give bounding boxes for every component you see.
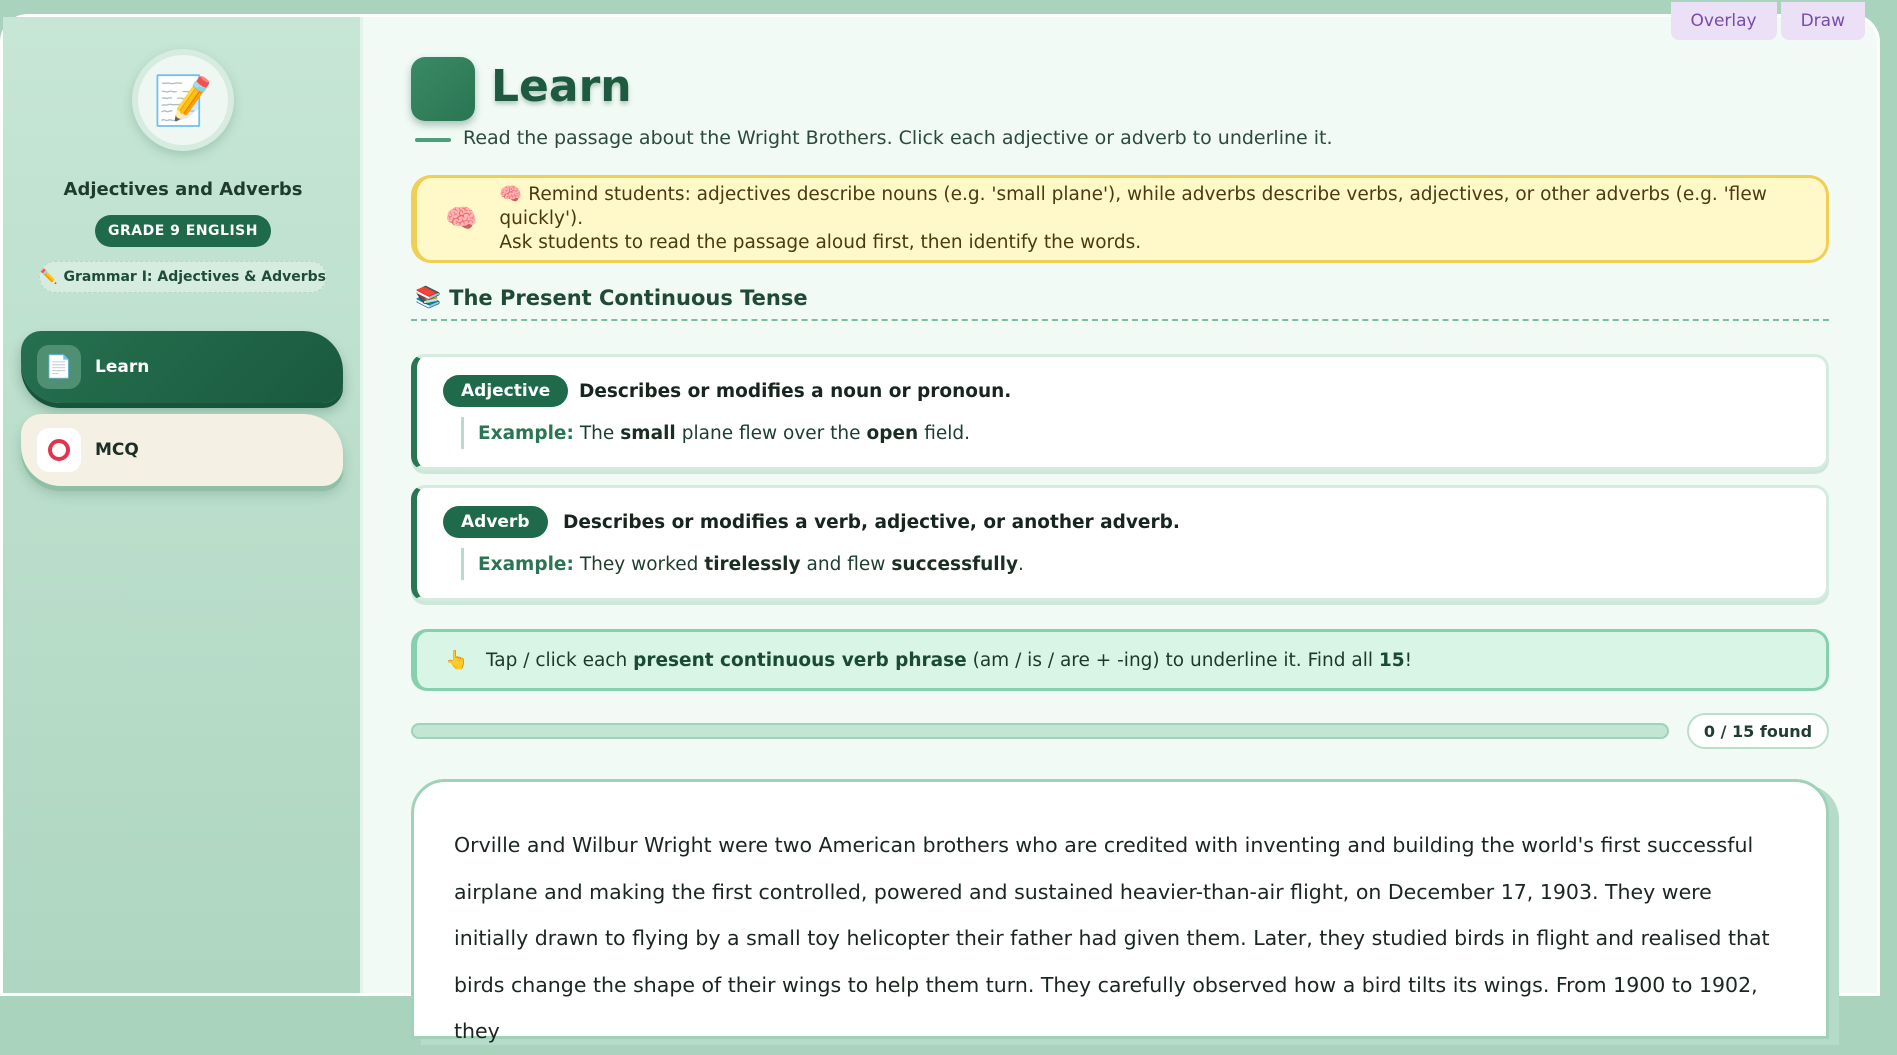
page-title: Learn <box>491 61 632 112</box>
example-label: Example: <box>478 553 574 575</box>
adjective-tag: Adjective <box>443 375 568 407</box>
instruction-text: Tap / click each present continuous verb phrase (am / is / are + -ing) to underline it. Find all 15! <box>486 649 1413 671</box>
adverb-example <box>461 548 1024 580</box>
example-keyword: tirelessly <box>704 553 801 575</box>
overlay-button[interactable]: Overlay <box>1671 2 1777 40</box>
example-text: . <box>1018 553 1024 575</box>
section-title <box>415 285 808 310</box>
example-text: The <box>579 422 615 444</box>
example-text: and flew <box>806 553 886 575</box>
example-text: field. <box>924 422 970 444</box>
sidebar-item-mcq[interactable] <box>21 414 343 486</box>
teacher-note-line-2: Ask students to read the passage aloud first, then identify the words. <box>499 232 1142 253</box>
teacher-note-text <box>499 183 1826 255</box>
example-keyword: open <box>866 422 919 444</box>
sidebar-item-label: Learn <box>95 357 150 377</box>
subtitle-accent <box>415 138 451 142</box>
adverb-definition: Describes or modifies a verb, adjective, or another adverb. <box>563 512 1180 533</box>
topic-label: Grammar I: Adjectives & Adverbs <box>63 269 326 285</box>
main-content <box>363 17 1877 1043</box>
instruction-card <box>411 629 1829 691</box>
example-keyword: successfully <box>891 553 1019 575</box>
adjective-card <box>411 354 1829 470</box>
books-icon: 📚 <box>415 285 442 309</box>
course-title: Adjectives and Adverbs <box>63 179 303 200</box>
grade-badge: GRADE 9 ENGLISH <box>95 215 271 247</box>
passage-text[interactable]: Orville and Wilbur Wright were two American brothers who are credited with inventing and building the world's first successful airplane and making the first controlled, powered and sustained heavier-than-air flight, on December 17, 1903. They were initially drawn to flying by a small toy helicopter their father had given them. Later, they studied birds in flight and realised that birds change the shape of their wings to help them turn. They carefully observed how a bird tilts its wings. From 1900 to 1902, they <box>454 833 1770 1043</box>
learn-square-icon <box>411 57 475 121</box>
draw-button[interactable]: Draw <box>1781 2 1865 40</box>
app-frame <box>0 14 1880 1043</box>
example-label: Example: <box>478 422 574 444</box>
section-title-text: The Present Continuous Tense <box>449 285 808 310</box>
teacher-note-line-1: 🧠 Remind students: adjectives describe nouns (e.g. 'small plane'), while adverbs describe verbs, adjectives, or other adverbs (e.g. 'flew quickly'). <box>499 184 1767 229</box>
top-toolbar <box>1671 2 1866 40</box>
adjective-definition: Describes or modifies a noun or pronoun. <box>579 381 1012 402</box>
brain-icon: 🧠 <box>445 204 478 234</box>
pencil-icon: ✏️ <box>40 269 58 285</box>
pointing-hand-icon: 👆 <box>445 650 469 671</box>
document-icon: 📄 <box>37 345 81 389</box>
section-divider <box>411 319 1829 321</box>
sidebar <box>3 17 363 993</box>
adverb-card <box>411 485 1829 601</box>
example-keyword: small <box>620 422 676 444</box>
progress-bar <box>411 723 1669 739</box>
ring-icon <box>48 439 70 461</box>
reading-passage[interactable] <box>411 779 1829 1043</box>
ring-icon-container <box>37 428 81 472</box>
page-subtitle: Read the passage about the Wright Brothers. Click each adjective or adverb to underline it. <box>463 127 1333 149</box>
example-text: plane flew over the <box>681 422 861 444</box>
adverb-tag: Adverb <box>443 506 548 538</box>
memo-icon: 📝 <box>132 49 234 151</box>
example-text: They worked <box>579 553 699 575</box>
teacher-note <box>411 175 1829 263</box>
topic-chip <box>39 261 327 293</box>
adjective-example <box>461 417 970 449</box>
sidebar-item-label: MCQ <box>95 440 139 460</box>
found-counter: 0 / 15 found <box>1687 713 1829 749</box>
sidebar-item-learn[interactable] <box>21 331 343 403</box>
